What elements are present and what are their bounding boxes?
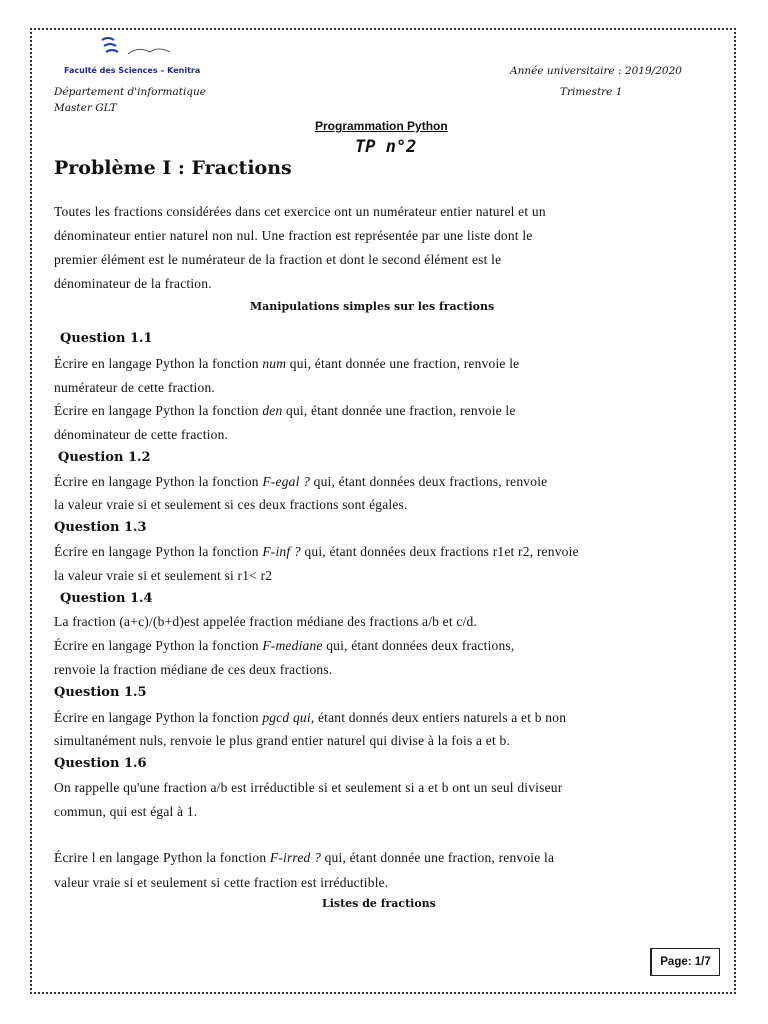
- question-text: commun, qui est égal à 1.: [54, 804, 198, 819]
- question-label: Question 1.6: [54, 756, 147, 771]
- question-text: simultanément nuls, renvoie le plus grand entier naturel qui divise à la fois a et b.: [54, 733, 511, 748]
- question-text: numérateur de cette fraction.: [54, 380, 215, 395]
- intro-line: Toutes les fractions considérées dans cet exercice ont un numérateur entier naturel et un: [54, 204, 546, 219]
- question-text: la valeur vraie si et seulement si ces deux fractions sont égales.: [54, 497, 408, 512]
- page-number: Page: 1/7: [650, 948, 720, 976]
- section-heading: Listes de fractions: [322, 897, 436, 910]
- intro-line: dénominateur entier naturel non nul. Une fraction est représentée par une liste dont le: [54, 228, 533, 243]
- question-text: On rappelle qu'une fraction a/b est irréductible si et seulement si a et b ont un seul diviseur: [54, 780, 563, 795]
- question-text: Écrire en langage Python la fonction F-mediane qui, étant données deux fractions,: [54, 638, 515, 653]
- question-text: dénominateur de cette fraction.: [54, 427, 229, 442]
- question-text: Écrire en langage Python la fonction den qui, étant donnée une fraction, renvoie le: [54, 403, 516, 418]
- question-label: Question 1.2: [58, 450, 151, 465]
- question-text: Écrire en langage Python la fonction F-inf ? qui, étant données deux fractions r1et r2, renvoie: [54, 544, 579, 559]
- section-heading: Manipulations simples sur les fractions: [250, 300, 495, 313]
- question-text: Écrire en langage Python la fonction num qui, étant donnée une fraction, renvoie le: [54, 356, 520, 371]
- question-text: Écrire en langage Python la fonction pgcd qui, étant donnés deux entiers naturels a et b non: [54, 710, 567, 725]
- course-title: Programmation Python: [315, 119, 448, 133]
- page-title: Problème I : Fractions: [54, 157, 292, 179]
- question-text: Écrire l en langage Python la fonction F-irred ? qui, étant donnée une fraction, renvoie la: [54, 850, 555, 865]
- question-label: Question 1.1: [60, 331, 153, 346]
- question-text: Écrire en langage Python la fonction F-egal ? qui, étant données deux fractions, renvoie: [54, 474, 548, 489]
- semester: Trimestre 1: [560, 86, 623, 98]
- question-text: La fraction (a+c)/(b+d)est appelée fraction médiane des fractions a/b et c/d.: [54, 614, 478, 629]
- intro-line: premier élément est le numérateur de la fraction et dont le second élément est le: [54, 252, 502, 267]
- question-label: Question 1.5: [54, 685, 147, 700]
- question-label: Question 1.3: [54, 520, 147, 535]
- logo-caption: Faculté des Sciences – Kenitra: [64, 66, 201, 75]
- question-text: valeur vraie si et seulement si cette fraction est irréductible.: [54, 875, 389, 890]
- program: Master GLT: [54, 102, 117, 114]
- question-text: la valeur vraie si et seulement si r1< r2: [54, 568, 273, 583]
- academic-year: Année universitaire : 2019/2020: [510, 65, 682, 77]
- intro-line: dénominateur de la fraction.: [54, 276, 212, 291]
- question-text: renvoie la fraction médiane de ces deux fractions.: [54, 662, 333, 677]
- department: Département d'informatique: [54, 86, 207, 98]
- question-label: Question 1.4: [60, 591, 153, 606]
- tp-number: TP n°2: [355, 137, 417, 157]
